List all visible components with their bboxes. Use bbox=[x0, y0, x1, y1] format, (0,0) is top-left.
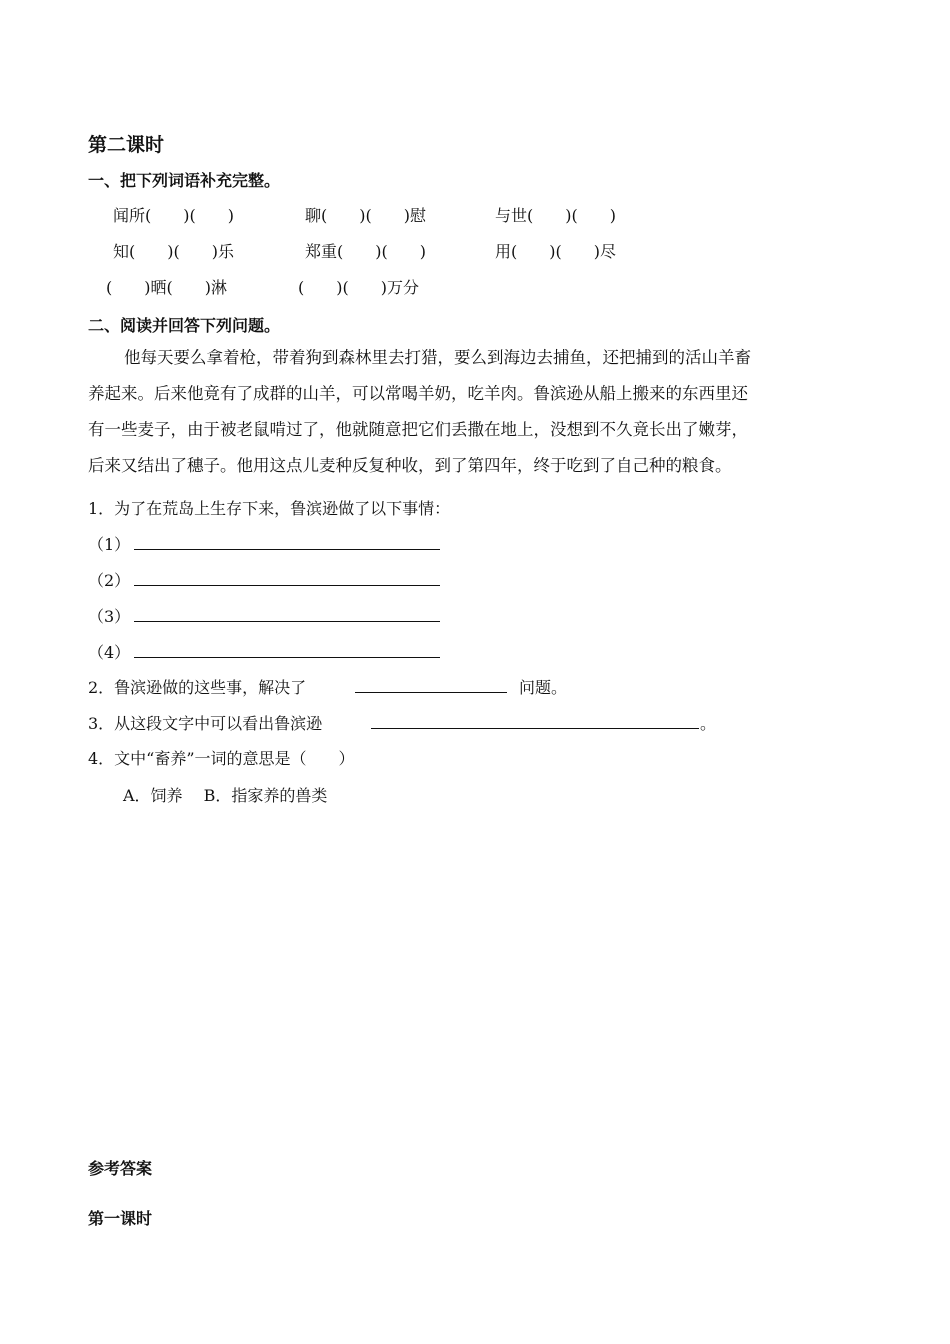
blank-item: 与世( )( ) bbox=[495, 206, 616, 225]
answer-line[interactable] bbox=[371, 728, 699, 729]
question-4-options: A．饲养 B．指家养的兽类 bbox=[123, 786, 328, 805]
section2-heading: 二、阅读并回答下列问题。 bbox=[88, 316, 281, 335]
lesson1-title: 第一课时 bbox=[88, 1209, 153, 1228]
question-2-suffix: 问题。 bbox=[519, 678, 568, 697]
lesson2-title: 第二课时 bbox=[88, 134, 165, 156]
passage-line: 他每天要么拿着枪，带着狗到森林里去打猎，要么到海边去捕鱼，还把捕到的活山羊畜 bbox=[124, 348, 751, 367]
blank-item: 闻所( )( ) bbox=[113, 206, 234, 225]
reading-passage bbox=[88, 340, 863, 484]
question-4: 4．文中“畜养”一词的意思是（ ） bbox=[88, 749, 355, 768]
passage-line: 养起来。后来他竟有了成群的山羊，可以常喝羊奶，吃羊肉。鲁滨逊从船上搬来的东西里还 bbox=[88, 384, 748, 403]
section1-heading: 一、把下列词语补充完整。 bbox=[88, 171, 281, 190]
blank-item: ( )( )万分 bbox=[298, 278, 419, 297]
question-2: 2．鲁滨逊做的这些事，解决了 bbox=[88, 678, 307, 697]
blank-item: 用( )( )尽 bbox=[495, 242, 616, 261]
question-3-suffix: 。 bbox=[700, 714, 717, 733]
blank-item: 知( )( )乐 bbox=[113, 242, 234, 261]
passage-line: 后来又结出了穗子。他用这点儿麦种反复种收，到了第四年，终于吃到了自己种的粮食。 bbox=[88, 456, 732, 475]
answer-line[interactable] bbox=[134, 657, 440, 658]
answer-line[interactable] bbox=[355, 692, 507, 693]
answer-line[interactable] bbox=[134, 549, 440, 550]
blank-item: 聊( )( )慰 bbox=[305, 206, 426, 225]
answers-title: 参考答案 bbox=[88, 1159, 153, 1178]
answer-item-label: （2） bbox=[88, 571, 131, 590]
answer-item-label: （3） bbox=[88, 607, 131, 626]
answer-line[interactable] bbox=[134, 585, 440, 586]
answer-item-label: （1） bbox=[88, 535, 131, 554]
blank-item: 郑重( )( ) bbox=[305, 242, 426, 261]
question-1: 1．为了在荒岛上生存下来，鲁滨逊做了以下事情： bbox=[88, 499, 451, 518]
answer-item-label: （4） bbox=[88, 643, 131, 662]
question-3: 3．从这段文字中可以看出鲁滨逊 bbox=[88, 714, 323, 733]
answer-line[interactable] bbox=[134, 621, 440, 622]
passage-line: 有一些麦子，由于被老鼠啃过了，他就随意把它们丢撒在地上，没想到不久竟长出了嫩芽， bbox=[88, 420, 748, 439]
blank-item: ( )晒( )淋 bbox=[106, 278, 227, 297]
